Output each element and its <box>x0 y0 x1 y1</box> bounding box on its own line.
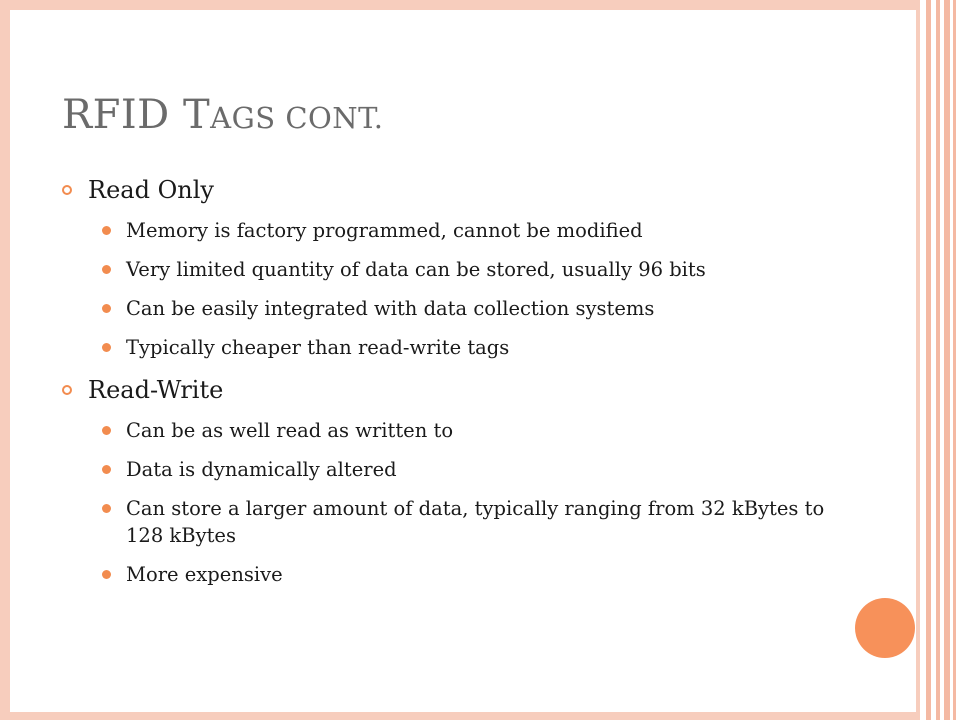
stripe <box>953 0 956 720</box>
dot-bullet-icon <box>102 426 111 435</box>
read-write-list <box>62 417 842 588</box>
list-item <box>62 256 842 283</box>
slide-title <box>62 92 383 138</box>
dot-bullet-icon <box>102 570 111 579</box>
dot-bullet-icon <box>102 504 111 513</box>
section-heading-text: Read-Write <box>88 376 224 404</box>
dot-bullet-icon <box>102 304 111 313</box>
title-main: RFID T <box>62 92 211 138</box>
dot-bullet-icon <box>102 343 111 352</box>
frame-bottom-border <box>0 712 920 720</box>
list-item <box>62 561 842 588</box>
decorative-orange-circle <box>855 598 915 658</box>
list-item <box>62 417 842 444</box>
dot-bullet-icon <box>102 265 111 274</box>
section-heading-read-write <box>62 375 842 405</box>
list-item-text: More expensive <box>126 563 283 586</box>
frame-top-border <box>0 0 920 10</box>
section-heading-text: Read Only <box>88 176 214 204</box>
title-small-caps: AGS CONT. <box>210 101 384 135</box>
stripe <box>944 0 950 720</box>
list-item-text: Data is dynamically altered <box>126 458 397 481</box>
list-item-text: Can be easily integrated with data collection systems <box>126 297 655 320</box>
section-heading-read-only <box>62 175 842 205</box>
list-item <box>62 295 842 322</box>
frame-left-border <box>0 0 10 720</box>
right-stripes <box>920 0 960 720</box>
ring-bullet-icon <box>62 185 72 195</box>
list-item-text: Memory is factory programmed, cannot be modified <box>126 219 643 242</box>
ring-bullet-icon <box>62 385 72 395</box>
slide-content <box>62 175 842 602</box>
list-item-text: Can be as well read as written to <box>126 419 454 442</box>
list-item <box>62 456 842 483</box>
list-item <box>62 334 842 361</box>
list-item-text: Can store a larger amount of data, typically ranging from 32 kBytes to 128 kBytes <box>126 497 825 547</box>
list-item <box>62 495 842 549</box>
dot-bullet-icon <box>102 226 111 235</box>
list-item-text: Typically cheaper than read-write tags <box>126 336 510 359</box>
stripe <box>926 0 931 720</box>
read-only-list <box>62 217 842 361</box>
stripe <box>936 0 940 720</box>
list-item <box>62 217 842 244</box>
dot-bullet-icon <box>102 465 111 474</box>
list-item-text: Very limited quantity of data can be stored, usually 96 bits <box>126 258 706 281</box>
